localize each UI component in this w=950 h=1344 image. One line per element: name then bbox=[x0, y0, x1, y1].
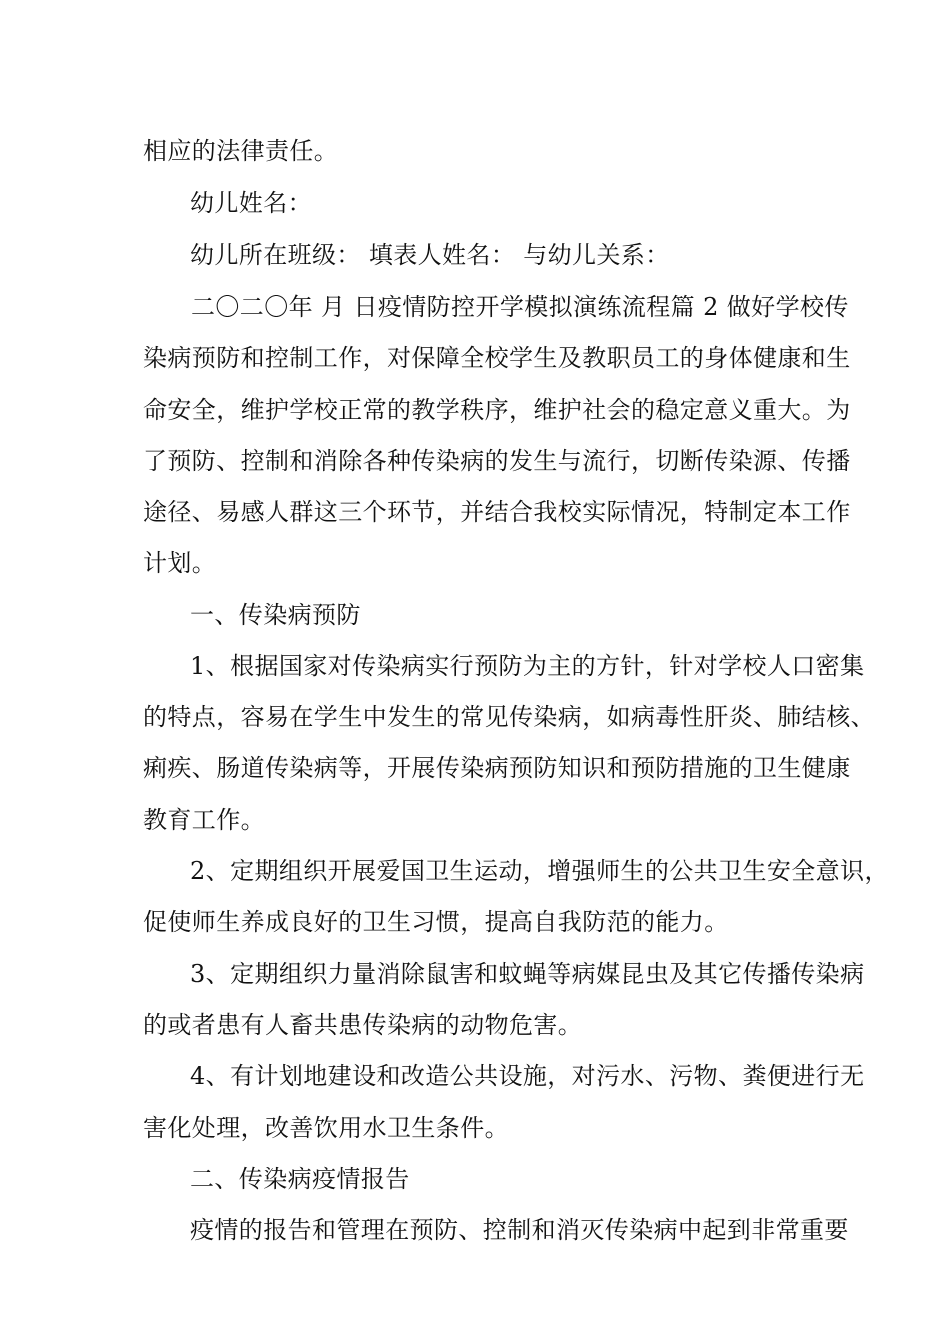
text-line-item-1: 1、根据国家对传染病实行预防为主的方针，针对学校人口密集 bbox=[190, 652, 865, 680]
text-line-item-1: 教育工作。 bbox=[143, 806, 265, 834]
text-line-child-name: 幼儿姓名： bbox=[190, 189, 312, 217]
text-line-item-3: 的或者患有人畜共患传染病的动物危害。 bbox=[143, 1011, 583, 1039]
text-line-paragraph: 染病预防和控制工作，对保障全校学生及教职员工的身体健康和生 bbox=[143, 344, 851, 372]
text-line-item-4: 4、有计划地建设和改造公共设施，对污水、污物、粪便进行无 bbox=[190, 1062, 865, 1090]
text-line-item-2: 促使师生养成良好的卫生习惯，提高自我防范的能力。 bbox=[143, 908, 729, 936]
text-line-legal-liability: 相应的法律责任。 bbox=[143, 137, 339, 165]
text-line-paragraph: 计划。 bbox=[143, 549, 217, 577]
text-line-reporting-paragraph: 疫情的报告和管理在预防、控制和消灭传染病中起到非常重要 bbox=[190, 1216, 849, 1244]
text-line-item-4: 害化处理，改善饮用水卫生条件。 bbox=[143, 1114, 509, 1142]
section-heading-prevention: 一、传染病预防 bbox=[190, 601, 361, 629]
section-heading-reporting: 二、传染病疫情报告 bbox=[190, 1165, 410, 1193]
text-line-paragraph: 了预防、控制和消除各种传染病的发生与流行，切断传染源、传播 bbox=[143, 447, 851, 475]
text-line-date-title: 二〇二〇年 月 日疫情防控开学模拟演练流程篇 2 做好学校传 bbox=[191, 293, 849, 321]
text-line-item-1: 的特点，容易在学生中发生的常见传染病，如病毒性肝炎、肺结核、 bbox=[143, 703, 875, 731]
text-line-paragraph: 途径、易感人群这三个环节，并结合我校实际情况，特制定本工作 bbox=[143, 498, 851, 526]
text-line-item-1: 痢疾、肠道传染病等，开展传染病预防知识和预防措施的卫生健康 bbox=[143, 754, 851, 782]
text-line-item-2: 2、定期组织开展爱国卫生运动，增强师生的公共卫生安全意识， bbox=[190, 857, 889, 885]
text-line-paragraph: 命安全，维护学校正常的教学秩序，维护社会的稳定意义重大。为 bbox=[143, 396, 851, 424]
text-line-class-info: 幼儿所在班级： 填表人姓名： 与幼儿关系： bbox=[190, 241, 670, 269]
text-line-item-3: 3、定期组织力量消除鼠害和蚊蝇等病媒昆虫及其它传播传染病 bbox=[190, 960, 865, 988]
